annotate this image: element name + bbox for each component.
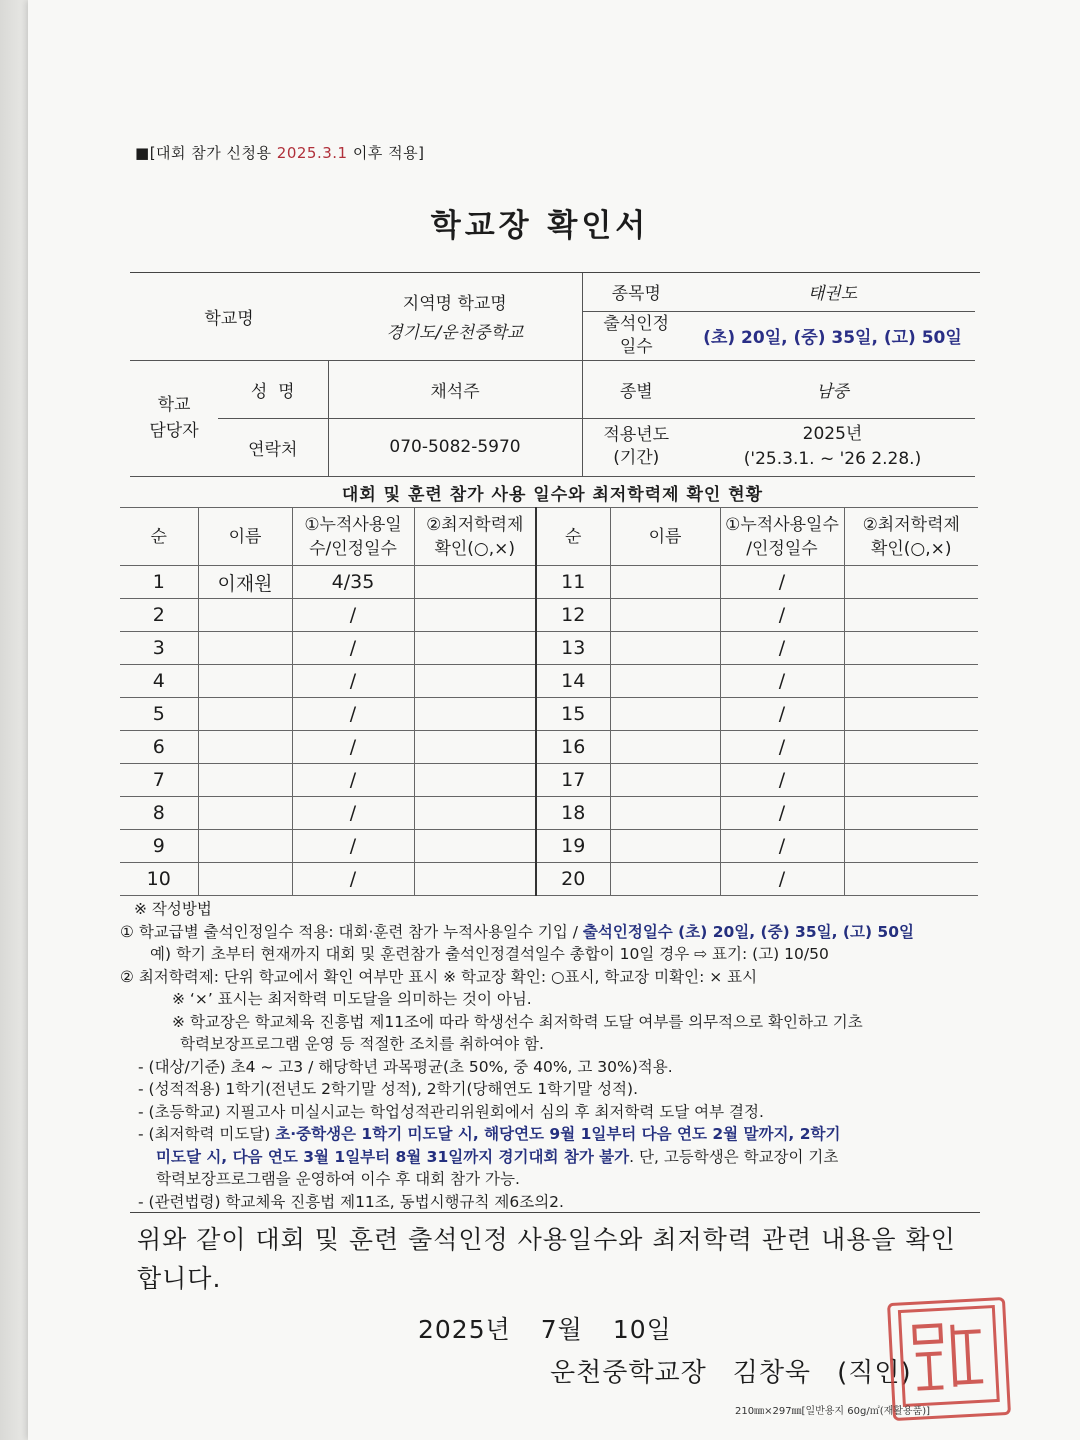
row-min-check-left: [414, 698, 536, 731]
row-number-left: 7: [120, 764, 198, 797]
row-min-check-left: [414, 665, 536, 698]
detail-2: - (성적적용) 1학기(전년도 2학기말 성적), 2학기(당해연도 1학기말 성적).: [138, 1080, 638, 1098]
principal-signature: [550, 1352, 938, 1389]
row-number-right: 20: [536, 863, 610, 896]
row-name-right: [610, 797, 720, 830]
row-used-days-right: /: [720, 764, 844, 797]
section-title: 대회 및 훈련 참가 사용 일수와 최저학력제 확인 현황: [341, 485, 764, 505]
row-used-days-left: /: [292, 698, 414, 731]
row-used-days-left: /: [292, 731, 414, 764]
header-name-left: 이름: [198, 508, 292, 566]
row-name-left: [198, 797, 292, 830]
row-used-days-right: /: [720, 665, 844, 698]
row-used-days-right: /: [720, 599, 844, 632]
row-min-check-right: [844, 830, 978, 863]
row-name-right: [610, 863, 720, 896]
header-order-left: 순: [120, 508, 198, 566]
row-name-right: [610, 566, 720, 599]
row-min-check-left: [414, 863, 536, 896]
table-row: [120, 665, 978, 698]
row-used-days-left: /: [292, 665, 414, 698]
row-min-check-right: [844, 632, 978, 665]
row-min-check-left: [414, 731, 536, 764]
detail-5: - (관련법령) 학교체육 진흥법 제11조, 동법시행규칙 제6조의2.: [138, 1192, 564, 1211]
row-number-left: 3: [120, 632, 198, 665]
gender-label: 종별: [582, 360, 690, 418]
table-row: [120, 863, 978, 896]
contact-value: 070-5082-5970: [328, 418, 582, 476]
row-number-right: 19: [536, 830, 610, 863]
row-name-left: 이재원: [198, 566, 292, 599]
row-used-days-left: /: [292, 863, 414, 896]
row-used-days-right: /: [720, 698, 844, 731]
row-number-right: 11: [536, 566, 610, 599]
table-row: [120, 698, 978, 731]
row-name-left: [198, 830, 292, 863]
row-min-check-right: [844, 566, 978, 599]
row-number-right: 18: [536, 797, 610, 830]
event-value: 태권도: [690, 273, 975, 311]
row-min-check-left: [414, 797, 536, 830]
effective-date: 2025.3.1: [276, 144, 348, 162]
row-number-right: 16: [536, 731, 610, 764]
row-number-right: 12: [536, 599, 610, 632]
principal-title: 운천중학교장: [550, 1358, 707, 1388]
row-name-right: [610, 698, 720, 731]
table-row: [120, 599, 978, 632]
row-number-right: 17: [536, 764, 610, 797]
gender-value: 남중: [690, 360, 975, 418]
row-name-right: [610, 830, 720, 863]
row-name-left: [198, 764, 292, 797]
row-min-check-left: [414, 830, 536, 863]
participant-table: [120, 507, 978, 896]
header-used-left: ①누적사용일 수/인정일수: [292, 508, 414, 566]
row-used-days-right: /: [720, 797, 844, 830]
name-value: 채석주: [328, 360, 582, 418]
detail-3: - (초등학교) 지필고사 미실시교는 학업성적관리위원회에서 심의 후 최저학력 도달 여부 결정.: [138, 1102, 764, 1121]
event-label: 종목명: [582, 273, 690, 311]
detail-4-cont2: 학력보장프로그램을 운영하여 이수 후 대회 참가 가능.: [156, 1170, 520, 1188]
row-name-right: [610, 632, 720, 665]
note-2a: ※ ‘×’ 표시는 최저학력 미도달을 의미하는 것이 아님.: [172, 990, 532, 1008]
header-order-right: 순: [536, 508, 610, 566]
seal-label: (직인): [837, 1358, 912, 1388]
row-min-check-right: [844, 764, 978, 797]
row-number-left: 5: [120, 698, 198, 731]
row-name-left: [198, 698, 292, 731]
row-number-left: 1: [120, 566, 198, 599]
row-number-right: 14: [536, 665, 610, 698]
signing-date: [418, 1310, 702, 1346]
row-used-days-left: 4/35: [292, 566, 414, 599]
school-label: 학교명: [130, 273, 328, 360]
principal-name: 김창욱: [732, 1358, 812, 1388]
info-table: [130, 273, 975, 477]
header-used-right: ①누적사용일수 /인정일수: [720, 508, 844, 566]
row-used-days-right: /: [720, 830, 844, 863]
row-min-check-right: [844, 599, 978, 632]
row-name-left: [198, 665, 292, 698]
row-min-check-right: [844, 731, 978, 764]
row-number-right: 13: [536, 632, 610, 665]
date-year: 2025년: [418, 1315, 511, 1344]
row-used-days-left: /: [292, 830, 414, 863]
row-name-left: [198, 599, 292, 632]
row-name-left: [198, 731, 292, 764]
row-used-days-right: /: [720, 731, 844, 764]
row-number-left: 6: [120, 731, 198, 764]
attendance-label: 출석인정 일수: [582, 311, 690, 360]
row-number-left: 10: [120, 863, 198, 896]
confirmation-statement: 위와 같이 대회 및 훈련 출석인정 사용일수와 최저학력 관련 내용을 확인합니다.: [137, 1225, 956, 1293]
table-row: [120, 566, 978, 599]
attendance-value: (초) 20일, (중) 35일, (고) 50일: [690, 311, 975, 360]
row-name-right: [610, 599, 720, 632]
manager-label: 학교 담당자: [130, 360, 218, 476]
row-used-days-left: /: [292, 764, 414, 797]
notes-bottom-rule: [130, 1212, 980, 1213]
instructions: [120, 898, 990, 1213]
row-min-check-left: [414, 566, 536, 599]
row-number-left: 9: [120, 830, 198, 863]
row-name-right: [610, 764, 720, 797]
row-min-check-right: [844, 665, 978, 698]
row-used-days-right: /: [720, 632, 844, 665]
note-2: ② 최저학력제: 단위 학교에서 확인 여부만 표시 ※ 학교장 확인: ○표시, 학교장 미확인: × 표시: [120, 967, 758, 986]
row-used-days-left: /: [292, 599, 414, 632]
row-min-check-right: [844, 698, 978, 731]
note-1: ① 학교급별 출석인정일수 적용: 대회·훈련 참가 누적사용일수 기입 / 출석인정일수 (초) 20일, (중) 35일, (고) 50일: [120, 922, 914, 941]
row-number-right: 15: [536, 698, 610, 731]
form-usage-tag: ■[대회 참가 신청용 2025.3.1 이후 적용]: [135, 144, 425, 162]
row-used-days-right: /: [720, 863, 844, 896]
row-min-check-right: [844, 797, 978, 830]
row-min-check-left: [414, 764, 536, 797]
detail-4-cont: 미도달 시, 다음 연도 3월 1일부터 8월 31일까지 경기대회 참가 불가. 단, 고등학생은 학교장이 기초: [156, 1147, 839, 1166]
row-name-left: [198, 632, 292, 665]
date-month: 7월: [540, 1315, 583, 1344]
seal-icon: [893, 1300, 1004, 1411]
row-used-days-right: /: [720, 566, 844, 599]
header-min-right: ②최저학력제 확인(○,×): [844, 508, 978, 566]
table-row: [120, 764, 978, 797]
row-name-right: [610, 665, 720, 698]
header-name-right: 이름: [610, 508, 720, 566]
row-used-days-left: /: [292, 632, 414, 665]
row-used-days-left: /: [292, 797, 414, 830]
note-2b-cont: 학력보장프로그램 운영 등 적절한 조치를 취하여야 함.: [180, 1035, 544, 1053]
header-min-left: ②최저학력제 확인(○,×): [414, 508, 536, 566]
table-row: [120, 797, 978, 830]
school-value: 경기도/운천중학교: [386, 323, 524, 344]
year-label: 적용년도 (기간): [582, 418, 690, 476]
note-2b: ※ 학교장은 학교체육 진흥법 제11조에 따라 학생선수 최저학력 도달 여부를 의무적으로 확인하고 기초: [172, 1012, 863, 1031]
row-number-left: 4: [120, 665, 198, 698]
notes-heading: ※ 작성방법: [134, 900, 212, 918]
detail-1: - (대상/기준) 초4 ~ 고3 / 해당학년 과목평균(초 50%, 중 40%, 고 30%)적용.: [138, 1057, 673, 1076]
school-cell: 지역명 학교명 경기도/운천중학교: [328, 273, 582, 360]
date-day: 10일: [612, 1315, 672, 1344]
row-number-left: 2: [120, 599, 198, 632]
table-row: [120, 632, 978, 665]
contact-label: 연락처: [218, 418, 328, 476]
row-number-left: 8: [120, 797, 198, 830]
participant-rows: [120, 566, 978, 896]
detail-4: - (최저학력 미도달) 초·중학생은 1학기 미도달 시, 해당연도 9월 1일부터 다음 연도 2월 말까지, 2학기: [138, 1125, 841, 1143]
document-title: 학교장 확인서: [430, 208, 650, 244]
row-name-right: [610, 731, 720, 764]
year-value: 2025년 ('25.3.1. ~ '26 2.28.): [690, 418, 975, 476]
name-label: 성 명: [218, 360, 328, 418]
paper-spec-footer: 210㎜×297㎜[일반용지 60g/㎡(재활용품)]: [735, 1406, 931, 1417]
row-min-check-left: [414, 599, 536, 632]
table-row: [120, 830, 978, 863]
note-1-example: 예) 학기 초부터 현재까지 대회 및 훈련참가 출석인정결석일수 총합이 10일 경우 ⇨ 표기: (고) 10/50: [150, 945, 829, 963]
row-name-left: [198, 863, 292, 896]
square-bullet-icon: ■: [135, 144, 150, 162]
table-row: [120, 731, 978, 764]
row-min-check-right: [844, 863, 978, 896]
row-min-check-left: [414, 632, 536, 665]
